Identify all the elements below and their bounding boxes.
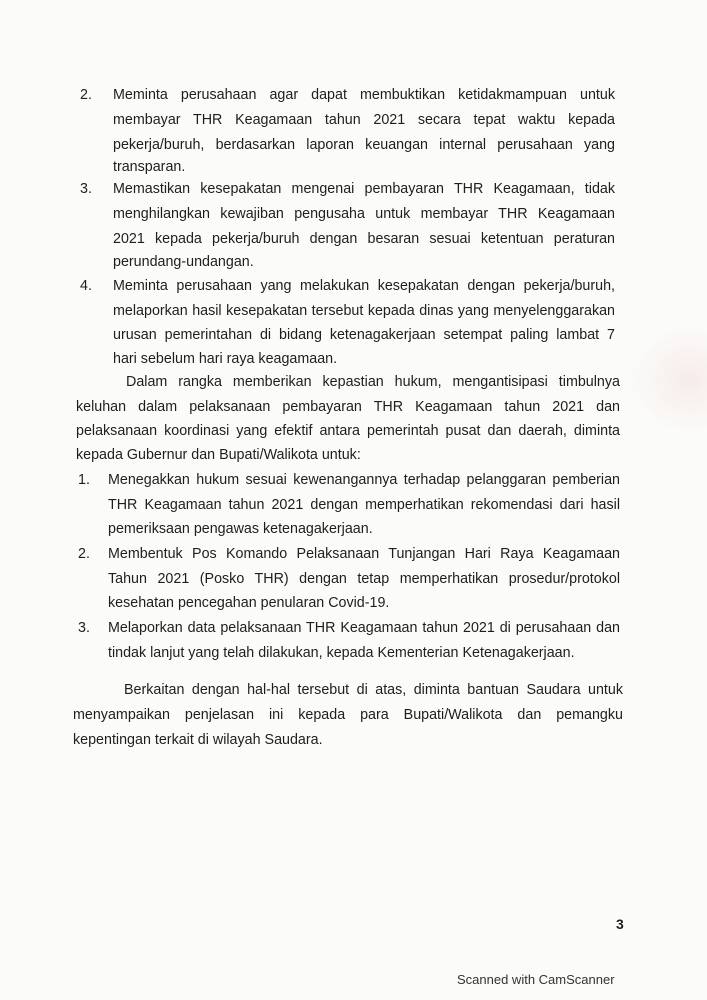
list-item-line: Memastikan kesepakatan mengenai pembayaran THR Keagamaan, tidak — [113, 181, 615, 197]
paragraph-line: menyampaikan penjelasan ini kepada para Bupati/Walikota dan pemangku — [73, 707, 623, 723]
list-item-line: Tahun 2021 (Posko THR) dengan tetap memperhatikan prosedur/protokol — [108, 571, 620, 587]
list-item-line: menghilangkan kewajiban pengusaha untuk membayar THR Keagamaan — [113, 206, 615, 222]
list-item-line: Meminta perusahaan agar dapat membuktikan ketidakmampuan untuk — [113, 87, 615, 103]
list-item-line: THR Keagamaan tahun 2021 dengan memperhatikan rekomendasi dari hasil — [108, 497, 620, 513]
list-item-line: membayar THR Keagamaan tahun 2021 secara tepat waktu kepada — [113, 112, 615, 128]
paragraph-line: Berkaitan dengan hal-hal tersebut di atas, diminta bantuan Saudara untuk — [124, 682, 623, 698]
list-number: 1. — [78, 472, 90, 488]
list-item-line: Menegakkan hukum sesuai kewenangannya terhadap pelanggaran pemberian — [108, 472, 620, 488]
paragraph-line: Dalam rangka memberikan kepastian hukum, mengantisipasi timbulnya — [126, 374, 620, 390]
list-item-line: Melaporkan data pelaksanaan THR Keagamaan tahun 2021 di perusahaan dan — [108, 620, 620, 636]
paragraph-line: kepentingan terkait di wilayah Saudara. — [73, 732, 323, 748]
list-item-line: kesehatan pencegahan penularan Covid-19. — [108, 595, 390, 611]
paragraph-line: keluhan dalam pelaksanaan pembayaran THR Keagamaan tahun 2021 dan — [76, 399, 620, 415]
list-number: 2. — [80, 87, 92, 103]
list-item-line: melaporkan hasil kesepakatan tersebut kepada dinas yang menyelenggarakan — [113, 303, 615, 319]
list-item-line: 2021 kepada pekerja/buruh dengan besaran sesuai ketentuan peraturan — [113, 231, 615, 247]
list-item-line: urusan pemerintahan di bidang ketenagakerjaan setempat paling lambat 7 — [113, 327, 615, 343]
list-item-line: Meminta perusahaan yang melakukan kesepakatan dengan pekerja/buruh, — [113, 278, 615, 294]
list-item-line: tindak lanjut yang telah dilakukan, kepada Kementerian Ketenagakerjaan. — [108, 645, 575, 661]
list-number: 3. — [78, 620, 90, 636]
list-item-line: perundang-undangan. — [113, 254, 254, 270]
paragraph-line: kepada Gubernur dan Bupati/Walikota untuk: — [76, 447, 361, 463]
list-item-line: pemeriksaan pengawas ketenagakerjaan. — [108, 521, 373, 537]
list-number: 4. — [80, 278, 92, 294]
page-number: 3 — [616, 916, 624, 932]
list-number: 2. — [78, 546, 90, 562]
camscanner-watermark: Scanned with CamScanner — [457, 972, 615, 987]
list-item-line: pekerja/buruh, berdasarkan laporan keuangan internal perusahaan yang — [113, 137, 615, 153]
list-item-line: transparan. — [113, 159, 186, 175]
list-item-line: hari sebelum hari raya keagamaan. — [113, 351, 338, 367]
list-number: 3. — [80, 181, 92, 197]
paragraph-line: pelaksanaan koordinasi yang efektif antara pemerintah pusat dan daerah, diminta — [76, 423, 620, 439]
list-item-line: Membentuk Pos Komando Pelaksanaan Tunjangan Hari Raya Keagamaan — [108, 546, 620, 562]
